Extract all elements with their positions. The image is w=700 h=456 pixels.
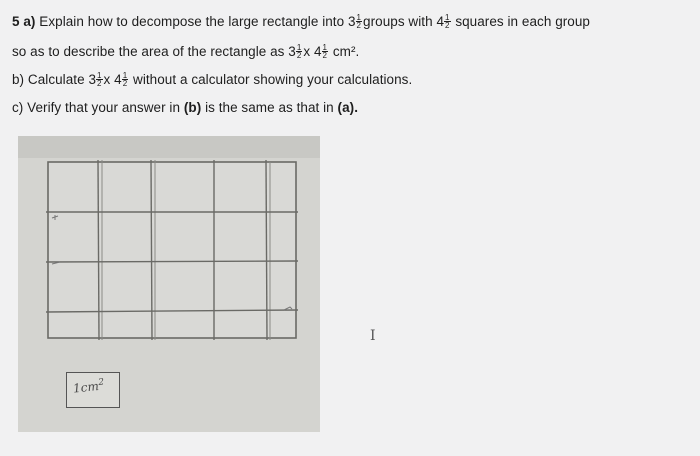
- calc-times-sign: x: [103, 72, 111, 87]
- calc-a-num: 1: [97, 70, 102, 80]
- unit-square: [66, 372, 120, 408]
- calc-b-num: 1: [122, 70, 128, 80]
- part-a-label: 5 a): [12, 14, 36, 29]
- expr-a-frac: [296, 44, 303, 59]
- calc-a-whole: 3: [88, 72, 97, 87]
- squares-den: 2: [445, 20, 450, 30]
- calc-b-whole: 4: [114, 72, 122, 87]
- expr-a-den: 2: [296, 50, 302, 60]
- expr-b-frac: [322, 44, 329, 59]
- part-c-text: Verify that your answer in: [27, 100, 181, 115]
- unit-label-exponent: 2: [97, 377, 105, 388]
- squares-num: 1: [445, 12, 450, 22]
- question-line-2: [12, 44, 359, 60]
- expr-b-den: 2: [322, 50, 328, 60]
- question-line-1: [12, 14, 590, 30]
- calc-expression: [88, 72, 129, 87]
- calc-b-den: 2: [122, 78, 128, 88]
- times-sign: x: [303, 44, 311, 59]
- part-b-text: Calculate: [27, 72, 85, 87]
- rectangle-figure: [18, 136, 320, 432]
- part-a-text-2: groups with: [363, 14, 433, 29]
- grid-vline-1: [98, 160, 99, 340]
- squares-whole: 4: [436, 14, 445, 29]
- calc-a-frac: [96, 72, 103, 87]
- part-b-label: b): [12, 72, 25, 87]
- question-line-3: [12, 72, 412, 88]
- part-a-text-3: squares in each group: [455, 14, 590, 29]
- line2-text: so as to describe the area of the rectangle as: [12, 44, 285, 59]
- unit-label-text: 1cm: [72, 378, 100, 396]
- squares-frac: [444, 14, 451, 29]
- part-c-label: c): [12, 100, 24, 115]
- part-a-text: Explain how to decompose the large rectangle into: [39, 14, 345, 29]
- part-c-text-2: is the same as that in: [205, 100, 334, 115]
- unit-label: [72, 377, 105, 395]
- squares-count-fraction: [436, 14, 451, 29]
- part-b-text-2: without a calculator showing your calculations.: [133, 72, 413, 87]
- part-c-ref-b: (b): [183, 100, 202, 115]
- expr-b-num: 1: [322, 42, 328, 52]
- groups-whole: 3: [347, 14, 356, 29]
- grid-drawing: [18, 136, 320, 432]
- part-c-ref-a: (a).: [337, 100, 358, 115]
- groups-num: 1: [356, 12, 362, 22]
- groups-den: 2: [356, 20, 362, 30]
- expr-b-whole: 4: [313, 44, 322, 59]
- text-cursor-icon: I: [370, 328, 376, 344]
- groups-count-fraction: [348, 14, 363, 29]
- question-line-4: [12, 100, 358, 115]
- grid-hline-2: [46, 261, 298, 262]
- area-expression: [288, 44, 329, 59]
- groups-frac: [356, 14, 363, 29]
- expr-a-num: 1: [296, 42, 302, 52]
- expr-a-whole: 3: [288, 44, 296, 59]
- calc-b-frac: [122, 72, 129, 87]
- area-unit: cm².: [332, 44, 360, 59]
- calc-a-den: 2: [97, 78, 102, 88]
